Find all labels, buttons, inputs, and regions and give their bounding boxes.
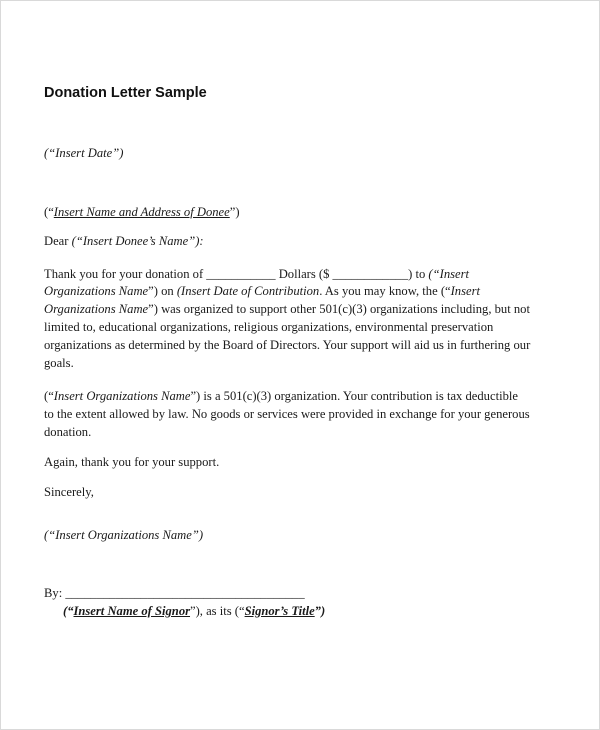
thanks-line: Again, thank you for your support. bbox=[44, 455, 220, 469]
signor-line: (“Insert Name of Signor”), as its (“Signor’s Title”) bbox=[63, 604, 326, 618]
signor-name-placeholder: Insert Name of Signor bbox=[73, 604, 191, 618]
document-page: Donation Letter Sample (“Insert Date”) (“Insert Name and Address of Donee”) Dear (“Insert Donee’s Name”): Thank you for your donation of ___________ Dollars ($ ____________) to (“Insert Organizations Name”) on (Insert Date of Contribution. As you may know, the (“Insert Organizations Name”) was organized to support other 501(c)(3) organizations including, but not limited to, educational organizations, religious organizations, environmental preservation organizations as determined by the Board of Directors. Your support will aid us in furthering our goals. (“Insert Organizations Name”) is a 501(c)(3) organization. Your contribution is tax deductible to the extent allowed by law. No goods or services were provided in exchange for your generous donation. Again, thank you for your support. Sincerely, (“Insert Organizations Name”) By: ______________________________________ (“Insert Name of Signor”), as its (“Signor’s Title”) bbox=[0, 0, 600, 730]
signature-line: By: ______________________________________ bbox=[44, 586, 305, 600]
insert-date: (“Insert Date”) bbox=[44, 146, 124, 160]
donee-address: (“Insert Name and Address of Donee”) bbox=[44, 205, 240, 219]
letter-title: Donation Letter Sample bbox=[44, 85, 207, 101]
donee-placeholder: Insert Name and Address of Donee bbox=[53, 205, 230, 219]
salutation: Dear (“Insert Donee’s Name”): bbox=[44, 234, 204, 248]
signor-title-placeholder: Signor’s Title bbox=[244, 604, 315, 618]
org-signature: (“Insert Organizations Name”) bbox=[44, 528, 204, 542]
donee-name-placeholder: (“Insert Donee’s Name”): bbox=[71, 234, 204, 248]
closing: Sincerely, bbox=[44, 485, 94, 499]
